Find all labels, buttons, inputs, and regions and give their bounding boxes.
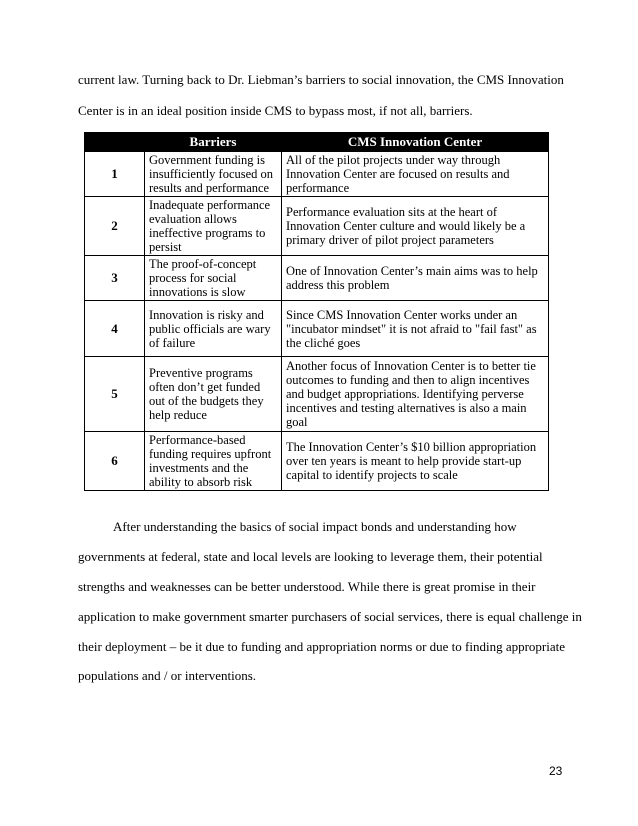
cms-cell: All of the pilot projects under way through Innovation Center are focused on results and performance bbox=[282, 152, 549, 197]
row-number: 5 bbox=[85, 357, 145, 432]
barrier-cell: Inadequate performance evaluation allows ineffective programs to persist bbox=[145, 197, 282, 256]
row-number: 4 bbox=[85, 301, 145, 357]
table-row bbox=[85, 197, 549, 256]
body-line-1: After understanding the basics of social impact bonds and understanding how bbox=[113, 519, 517, 534]
barrier-cell: Performance-based funding requires upfront investments and the ability to absorb risk bbox=[145, 432, 282, 491]
cms-cell: One of Innovation Center’s main aims was to help address this problem bbox=[282, 256, 549, 301]
table-row bbox=[85, 432, 549, 491]
body-line-6: populations and / or interventions. bbox=[78, 668, 257, 683]
intro-line-1: current law. Turning back to Dr. Liebman’s barriers to social innovation, the CMS Innovation bbox=[78, 72, 564, 87]
table-row bbox=[85, 256, 549, 301]
barrier-cell: The proof-of-concept process for social innovations is slow bbox=[145, 256, 282, 301]
header-cms-innovation-center: CMS Innovation Center bbox=[282, 133, 549, 152]
barriers-table bbox=[84, 132, 548, 491]
row-number: 2 bbox=[85, 197, 145, 256]
page-number: 23 bbox=[549, 764, 563, 778]
body-line-2: governments at federal, state and local levels are looking to leverage them, their potential bbox=[78, 549, 543, 564]
row-number: 3 bbox=[85, 256, 145, 301]
cms-cell: Another focus of Innovation Center is to better tie outcomes to funding and then to align incentives and budget appropriations. Identifying perverse incentives and testing alternatives is also a main goal bbox=[282, 357, 549, 432]
cms-cell: The Innovation Center’s $10 billion appropriation over ten years is meant to help provide start-up capital to identify projects to scale bbox=[282, 432, 549, 491]
row-number: 1 bbox=[85, 152, 145, 197]
header-number bbox=[85, 133, 145, 152]
body-line-3: strengths and weaknesses can be better understood. While there is great promise in their bbox=[78, 579, 536, 594]
header-barriers: Barriers bbox=[145, 133, 282, 152]
cms-cell: Performance evaluation sits at the heart of Innovation Center culture and would likely be a primary driver of pilot project parameters bbox=[282, 197, 549, 256]
body-line-4: application to make government smarter purchasers of social services, there is equal challenge in bbox=[78, 609, 582, 624]
body-line-5: their deployment – be it due to funding and appropriation norms or due to finding appropriate bbox=[78, 639, 566, 654]
barrier-cell: Government funding is insufficiently focused on results and performance bbox=[145, 152, 282, 197]
cms-cell: Since CMS Innovation Center works under an "incubator mindset" it is not afraid to "fail fast" as the cliché goes bbox=[282, 301, 549, 357]
barrier-cell: Preventive programs often don’t get funded out of the budgets they help reduce bbox=[145, 357, 282, 432]
table-row bbox=[85, 152, 549, 197]
intro-line-2: Center is in an ideal position inside CMS to bypass most, if not all, barriers. bbox=[78, 103, 473, 118]
barrier-cell: Innovation is risky and public officials are wary of failure bbox=[145, 301, 282, 357]
table-row bbox=[85, 357, 549, 432]
table-row bbox=[85, 301, 549, 357]
table-header-row bbox=[85, 133, 549, 152]
row-number: 6 bbox=[85, 432, 145, 491]
